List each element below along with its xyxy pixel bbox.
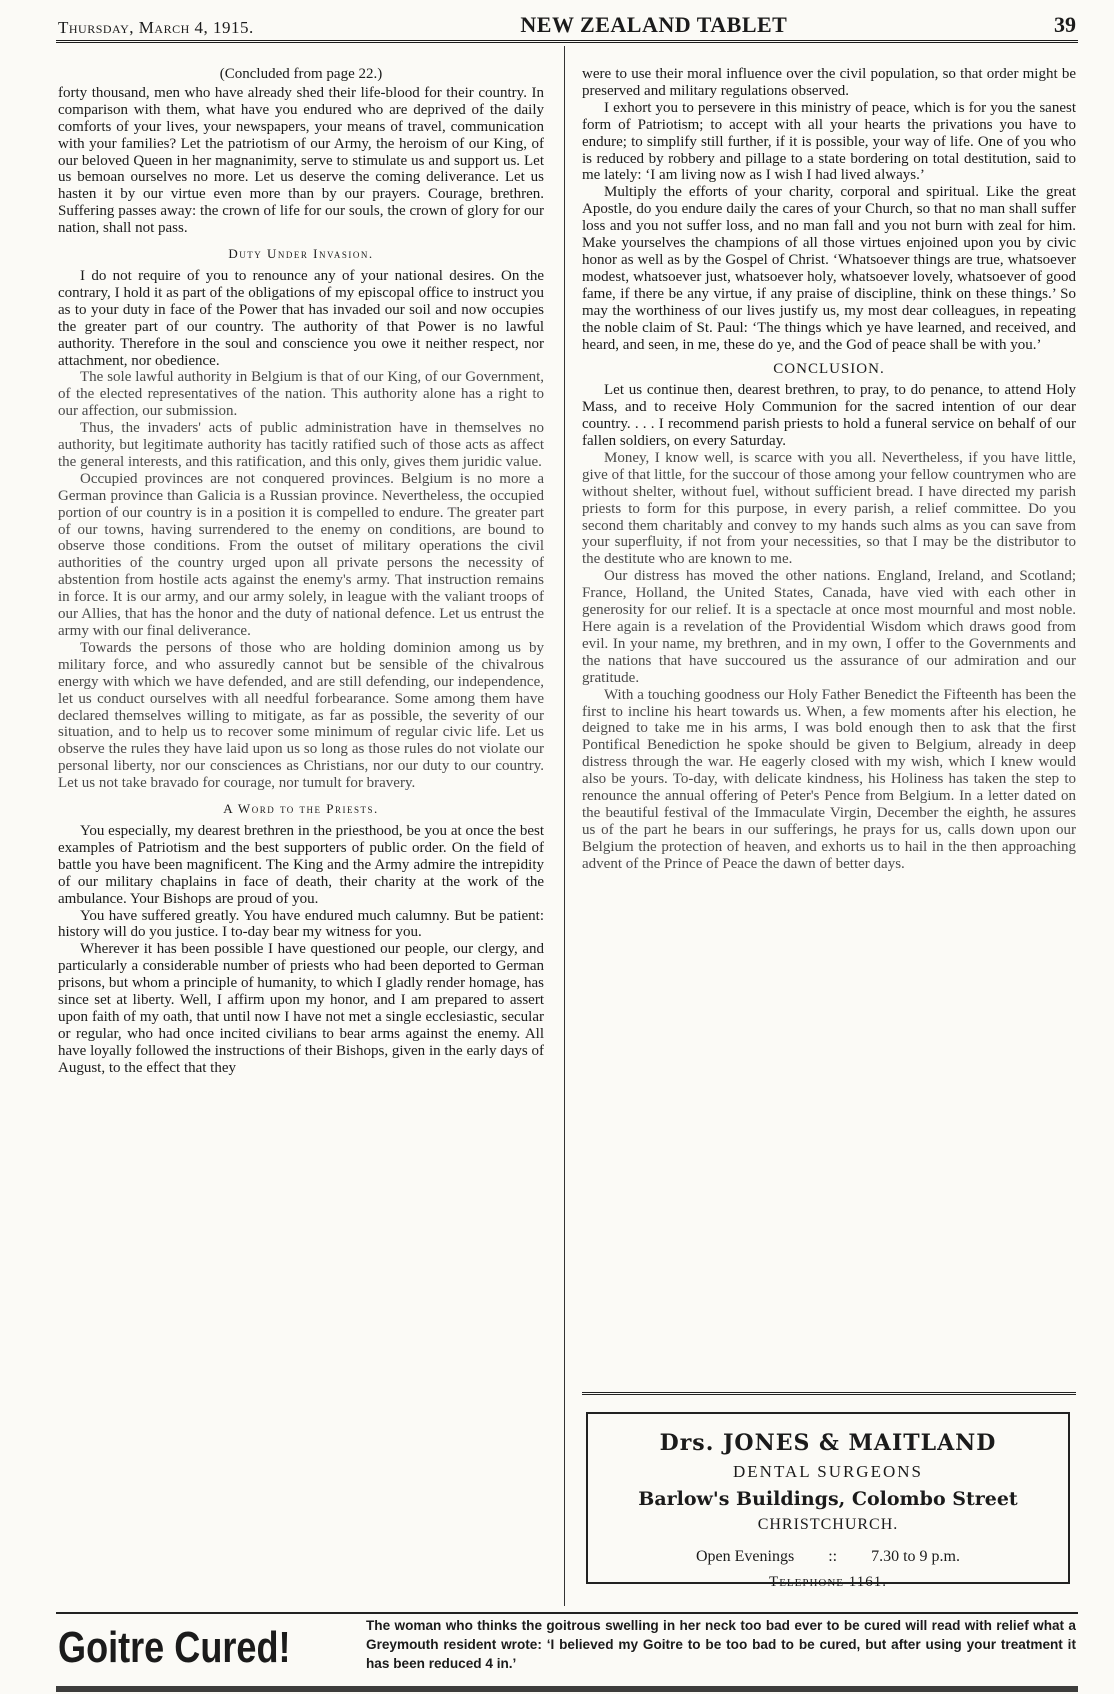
hours-time: 7.30 to 9 p.m. bbox=[871, 1548, 960, 1565]
section-heading: Duty Under Invasion. bbox=[228, 246, 374, 262]
page-header bbox=[58, 8, 1076, 38]
cut-off-line bbox=[56, 1686, 1078, 1692]
paragraph: Our distress has moved the other nations. England, Ireland, and Scotland; France, Holland, the United States, Canada, have vied with each other in generosity for our relief. It is a spectacle at once most mournful and most noble. Here again is a revelation of the Providential Wisdom which draws good from evil. In your name, my brethren, and in my own, I offer to the Governments and the nations that have succoured us the assurance of our admiration and our gratitude. bbox=[582, 568, 1076, 686]
paragraph: With a touching goodness our Holy Father Benedict the Fifteenth has been the first to incline his heart towards us. When, a few moments after his election, he deigned to take me in his arms, I was bold enough then to ask that the first Pontifical Benediction he spoke should be given to Belgium, already in deep distress through the war. He eagerly closed with my wish, which I knew would also be yours. To-day, with delicate kindness, his Holiness has taken the step to renounce the annual offering of Peter's Pence from Belgium. In a letter dated on the beautiful festival of the Immaculate Virgin, December the eighth, he assures us of the part he bears in our sufferings, he prays for us, calls down upon our Belgium the protection of heaven, and exhorts us to hail in the then approaching advent of the Prince of Peace the dawn of better days. bbox=[582, 686, 1076, 872]
advert-name: Drs. JONES & MAITLAND bbox=[659, 1430, 997, 1456]
paragraph: Thus, the invaders' acts of public administration have in themselves no authority, but legitimate authority has tacitly ratified such of those acts as affect the general interests, and this ratification, and this only, gives them juridic value. bbox=[58, 420, 544, 470]
header-rule bbox=[56, 40, 1078, 43]
paragraph: Money, I know well, is scarce with you all. Nevertheless, if you have little, give of that little, for the succour of those among your fellow countrymen who are without shelter, without fuel, without sufficient bread. I have directed my parish priests to form for this purpose, in every parish, a relief committee. Do you second them charitably and convey to my hands such alms as you can save from your superfluity, if not from your necessities, so that I may be the distributor to the destitute who are known to me. bbox=[582, 449, 1076, 568]
section-heading: A Word to the Priests. bbox=[223, 801, 379, 817]
advert-telephone: Telephone 1161. bbox=[769, 1574, 887, 1590]
continuation-note: (Concluded from page 22.) bbox=[219, 66, 383, 82]
paragraph: I exhort you to persevere in this ministry of peace, which is for you the sanest form of Patriotism; to accept with all your hearts the privations you have to endure; to simplify still further, if it is possible, your way of life. One of you who is reduced by robbery and pillage to a state bordering on total destitution, said to me lately: ‘I am living now as I wish I had lived always.’ bbox=[582, 99, 1076, 184]
paragraph: were to use their moral influence over the civil population, so that order might be preserved and military regulations observed. bbox=[582, 66, 1076, 99]
advert-address: Barlow's Buildings, Colombo Street bbox=[638, 1488, 1018, 1510]
paragraph: Multiply the efforts of your charity, corporal and spiritual. Like the great Apostle, do you endure daily the cares of your Church, so that no man shall suffer loss and you not suffer loss, and no man fall and you not burn with zeal for him. Make yourselves the champions of all those virtues enjoined upon you by civic honor as well as by the Gospel of Christ. ‘Whatsoever things are true, whatsoever modest, whatsoever just, whatsoever holy, whatsoever lovely, whatsoever of good fame, if there be any virtue, if any praise of discipline, think on these things.’ So may the worthiness of our lives justify us, my most dear colleagues, in repeating the noble claim of St. Paul: ‘The things which ye have learned, and received, and heard, and seen, in me, these do ye, and the God of peace shall be with you.’ bbox=[582, 184, 1076, 353]
goitre-advert bbox=[58, 1616, 1076, 1682]
paragraph: Let us continue then, dearest brethren, to pray, to do penance, to attend Holy Mass, and to receive Holy Communion for the sacred intention of our dear country. . . . I recommend parish priests to hold a funeral service on behalf of our fallen soldiers, on every Saturday. bbox=[582, 382, 1076, 450]
paragraph: Towards the persons of those who are holding dominion among us by military force, and who assuredly cannot but be sensible of the chivalrous energy with which we have defended, and are still defending, our independence, let us conduct ourselves with all needful forbearance. Some among them have declared themselves willing to mitigate, as far as possible, the severity of our situation, and to help us to recover some minimum of regular civic life. Let us observe the rules they have laid upon us so long as those rules do not violate our personal liberty, nor our consciences as Christians, nor our duty to our country. Let us not take bravado for courage, nor tumult for bravery. bbox=[58, 639, 544, 792]
paragraph: I do not require of you to renounce any of your national desires. On the contrary, I hold it as part of the obligations of my episcopal office to instruct you as to your duty in face of the Power that has invaded our soil and now occupies the greater part of our country. The authority of that Power is no lawful authority. Therefore in the soul and conscience you owe it neither respect, nor attachment, nor obedience. bbox=[58, 267, 544, 369]
advert-hours bbox=[588, 1548, 1068, 1566]
left-column bbox=[58, 66, 544, 1077]
goitre-text: The woman who thinks the goitrous swelling in her neck too bad ever to be cured will read with relief what a Greymouth resident wrote: ‘I believed my Goitre to be too bad to be cured, but after using your treatment it has been reduced 4 in.’ bbox=[366, 1618, 1076, 1671]
publication-title: NEW ZEALAND TABLET bbox=[520, 12, 788, 37]
paragraph: The sole lawful authority in Belgium is that of our King, of our Government, of the elected representatives of the nation. This authority alone has a right to our affection, our submission. bbox=[58, 369, 544, 420]
goitre-title: Goitre Cured! bbox=[58, 1623, 291, 1672]
paragraph: Occupied provinces are not conquered provinces. Belgium is no more a German province than Galicia is a Russian province. Nevertheless, the occupied portion of our country is in a position it is compelled to endure. The greater part of our towns, having surrendered to the enemy on conditions, are bound to observe those conditions. From the outset of military operations the civil authorities of the country urged upon all private persons the necessity of abstention from hostile acts against the enemy's army. That instruction remains in force. It is our army, and our army solely, in league with the valiant troops of our Allies, that has the honor and the duty of national defence. Let us entrust the army with our final deliverance. bbox=[58, 470, 544, 639]
page-number: 39 bbox=[1054, 12, 1076, 37]
advert-city: CHRISTCHURCH. bbox=[757, 1516, 899, 1533]
hours-separator: :: bbox=[828, 1548, 838, 1565]
issue-date: Thursday, March 4, 1915. bbox=[58, 18, 254, 37]
right-column bbox=[582, 66, 1076, 873]
paragraph: forty thousand, men who have already shed their life-blood for their country. In comparison with them, what have you endured who are deprived of the daily comforts of your lives, your newspapers, your means of travel, communication with your families? Let the patriotism of our Army, the heroism of our King, of our beloved Queen in her magnanimity, serve to stimulate us and support us. Let us bemoan ourselves no more. Let us deserve the coming deliverance. Let us hasten it by our virtue even more than by our prayers. Courage, brethren. Suffering passes away: the crown of life for our souls, the crown of glory for our nation, shall not pass. bbox=[58, 84, 544, 237]
paragraph: You especially, my dearest brethren in the priesthood, be you at once the best examples of Patriotism and the best supporters of public order. On the field of battle you have been magnificent. The King and the Army admire the intrepidity of our military chaplains in face of death, their charity at the work of the ambulance. Your Bishops are proud of you. bbox=[58, 822, 544, 907]
advert-role: DENTAL SURGEONS bbox=[733, 1462, 923, 1481]
dentist-advert bbox=[586, 1412, 1070, 1590]
paragraph: You have suffered greatly. You have endured much calumny. But be patient: history will do you justice. I to-day bear my witness for you. bbox=[58, 907, 544, 941]
paragraph: Wherever it has been possible I have questioned our people, our clergy, and particularly a considerable number of priests who had been deported to German prisons, but whom a principle of humanity, to which I gladly render homage, has since set at liberty. Well, I affirm upon my honor, and I am prepared to assert upon faith of my oath, that until now I have not met a single ecclesiastic, secular or regular, who had once incited civilians to bear arms against the enemy. All have loyally followed the instructions of their Bishops, given in the early days of August, to the effect that they bbox=[58, 941, 544, 1076]
column-divider bbox=[564, 46, 565, 1606]
section-heading: CONCLUSION. bbox=[773, 361, 885, 378]
footer-rule bbox=[56, 1612, 1078, 1614]
hours-label: Open Evenings bbox=[696, 1548, 795, 1565]
advert-rule bbox=[582, 1392, 1076, 1395]
